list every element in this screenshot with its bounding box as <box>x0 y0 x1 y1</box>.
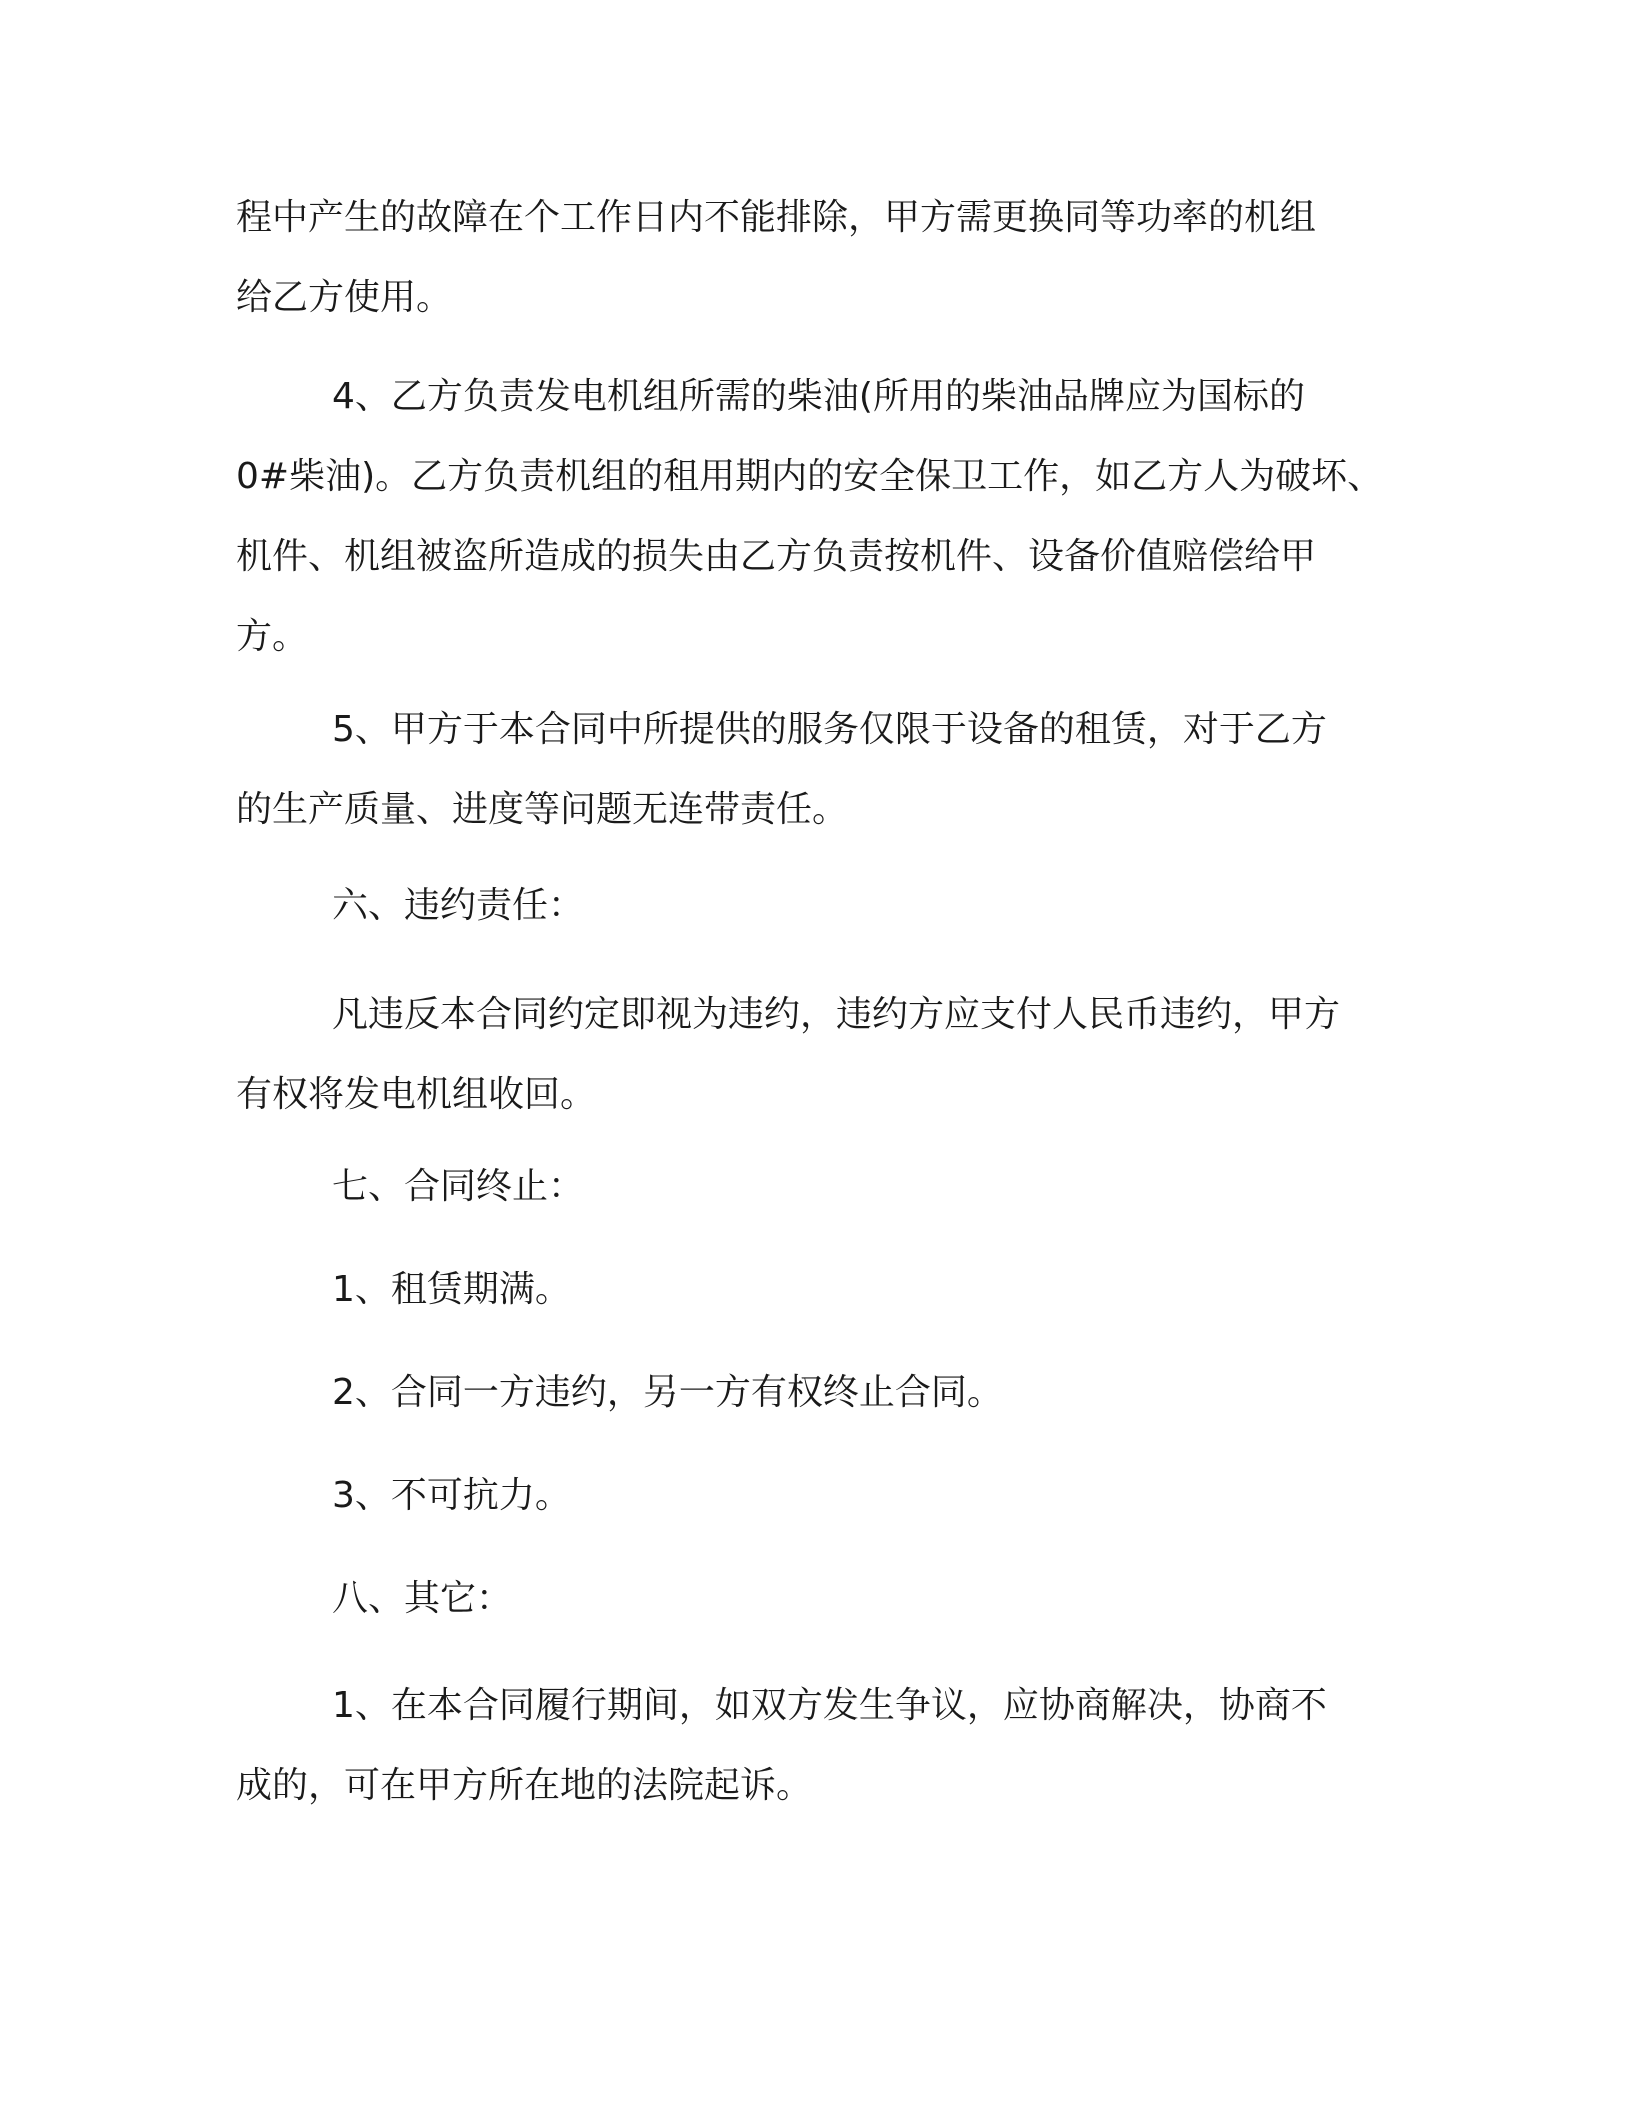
paragraph-termination-1 <box>236 1250 1376 1330</box>
text-line: 成的，可在甲方所在地的法院起诉。 <box>236 1765 813 1806</box>
paragraph-clause-4 <box>236 357 1384 677</box>
text-line: 3、不可抗力。 <box>332 1475 571 1516</box>
text-line: 2、合同一方违约，另一方有权终止合同。 <box>332 1372 1003 1413</box>
text-line: 的生产质量、进度等问题无连带责任。 <box>236 789 849 830</box>
heading-termination <box>236 1147 1376 1227</box>
section-heading: 八、其它： <box>332 1578 513 1619</box>
text-line: 有权将发电机组收回。 <box>236 1074 597 1115</box>
paragraph-equipment-failure <box>236 178 1376 338</box>
paragraph-breach <box>236 975 1376 1135</box>
paragraph-clause-5 <box>236 690 1376 850</box>
text-line: 机件、机组被盗所造成的损失由乙方负责按机件、设备价值赔偿给甲 <box>236 536 1317 577</box>
section-heading: 七、合同终止： <box>332 1166 585 1207</box>
text-line: 1、租赁期满。 <box>332 1269 571 1310</box>
text-line: 4、乙方负责发电机组所需的柴油(所用的柴油品牌应为国标的 <box>332 376 1305 417</box>
paragraph-termination-3 <box>236 1456 1376 1536</box>
section-heading: 六、违约责任： <box>332 885 585 926</box>
text-line: 0#柴油)。乙方负责机组的租用期内的安全保卫工作，如乙方人为破坏、 <box>236 456 1384 497</box>
text-line: 凡违反本合同约定即视为违约，违约方应支付人民币违约，甲方 <box>332 994 1341 1035</box>
text-line: 程中产生的故障在个工作日内不能排除，甲方需更换同等功率的机组 <box>236 197 1317 238</box>
paragraph-termination-2 <box>236 1353 1376 1433</box>
text-line: 方。 <box>236 616 309 657</box>
paragraph-other-1 <box>236 1666 1376 1826</box>
heading-other <box>236 1559 1376 1639</box>
text-line: 5、甲方于本合同中所提供的服务仅限于设备的租赁，对于乙方 <box>332 709 1327 750</box>
text-line: 1、在本合同履行期间，如双方发生争议，应协商解决，协商不 <box>332 1685 1327 1726</box>
heading-breach-liability <box>236 866 1376 946</box>
text-line: 给乙方使用。 <box>236 277 453 318</box>
